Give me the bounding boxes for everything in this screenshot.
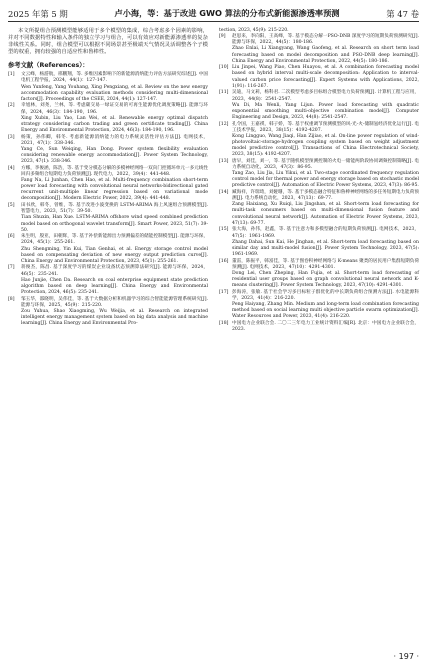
reference-text-zh: 蒋俊杰，陈昌. 基于深度学习的煤炭企业设备状态预测算法研究[J]. 能源与环保，2024，46(5)：235-241. — [21, 265, 208, 277]
reference-text-en: Zhu Shengming, Yin Kui, Tian Genhai, et al. Energy storage control model based on compensating deviation of new energy output prediction curve[J]. China Energy and Environmental Protection, 2023, 45(1): 255-261. — [21, 246, 208, 264]
reference-text-en: Dong Lei, Chen Zheping, Han Fujia, et al. Short-term load forecasting of residential user groups based on graph convolutional neural network and K-means clustering[J]. Power System Technology, 2023, 47(10): 4291-4301. — [232, 270, 419, 289]
reference-item — [8, 297, 208, 328]
reference-text-zh: 唐早，刘佳，刘一，等. 基于随机模型预测控制的火电一储能两阶段协同调频控制策略[J]. 电力系统自动化，2023，47(3)：86-95. — [232, 158, 419, 170]
reference-number: [14] — [219, 190, 229, 196]
reference-body — [21, 166, 208, 203]
reference-body — [21, 135, 208, 166]
reference-text-zh: 朱生明，殷亚，田朝辉，等. 基于补偿新能源出力预测偏差的储能控制模型[J]. 能源与环保，2024，45(1)：255-261. — [21, 234, 208, 246]
reference-body — [21, 103, 208, 134]
reference-number: [6] — [8, 234, 15, 240]
reference-text-zh: 幸旭林，刘尧，兰林，等. 考虑碳交易一绿证交易的可再生能源优化调度策略[J]. 能源与环保，2024，46(3)：184-190，196. — [21, 103, 208, 115]
reference-number: [18] — [219, 320, 229, 326]
reference-text-en: Zang Haixiang, Xu Ruiqi, Liu Jingshan, et al. Short-term load forecasting for multi-task consumers based on multi-dimensional fusion feature and convolutional neural network[J]. Automation of Electric Power Systems, 2023, 47(13): 69-77. — [232, 202, 419, 226]
intro-paragraph: 本文所提组合预测模型能够适用于多个模型的集成，综合考虑多个因素的影响，并对不同数据特性和输入条件的独立学习与组合，可以有效应对新能源渗透率的复杂非线性关系。同时，组合模型可以根据不同场景甚至极端天气情况灵活调整各个子模型的权重，拥有较强的自适应性和鲁棒性。 — [8, 28, 208, 56]
reference-text-en: Wen Yunfeng, Yang Youhang, Xing Pengxiang, et al. Review on the new energy accommodation capability evaluation methods considering multi-dimensional factors[J]. Proceedings of the CSEE, 2024, 44(1): 127-147. — [21, 84, 208, 102]
reference-text-en: Peng Haiyang, Zhang Min. Medium and long-term load combination forecasting method based on social learning multi objective particle swarm optimization[J]. Water Resources and Power, 2023, 41(4): 216-220. — [232, 302, 419, 320]
reference-number: [4] — [8, 165, 15, 171]
reference-body — [232, 190, 419, 227]
references-heading: 参考文献（References）： — [8, 62, 89, 70]
reference-body — [21, 72, 208, 103]
reference-number: [1] — [8, 72, 15, 78]
reference-text-zh: 孔令国，王嘉祺，韩子娇，等. 基于权重调节预测模型的风-光-火-储制氢经济优化运行[J]. 电工技术学报，2023，38(15)：4192-4207. — [232, 121, 419, 133]
reference-text-en: Kong Lingguo, Wang Jiaqi, Han Zijiao, et al. On-line power regulation of wind-photovoltaic-storage-hydrogen coupling system based on weight adjustment model predictive control[J]. Transactions of China Electrotechnical Society, 2023, 38(15): 4192-4207. — [232, 133, 419, 158]
reference-body — [232, 159, 419, 190]
reference-text-zh: 中国电力企业联合会. 二〇二三年电力工业统计资料汇编[R]. 北京：中国电力企业联合会，2023. — [232, 320, 419, 333]
left-column — [8, 28, 208, 328]
reference-text-en: Tang Zao, Liu Jia, Liu Yikui, et al. Two-stage coordinated frequency regulation control model for thermal power and energy storage based on stochastic model predictive control[J]. Automation of Electric Power Systems, 2023, 47(3): 86-95. — [232, 171, 419, 189]
reference-text-en: Wu Di, Ma Wenli, Yang Lijun. Power load forecasting with quadratic exponential smoothing multi-objective combination model[J]. Computer Engineering and Design, 2023, 44(8): 2541-2547. — [232, 102, 419, 120]
reference-text-zh: 吴迪，马文莉，杨科君. 二次模型考虑多目标组合模型电力负荷预测[J]. 计算机工程与应用，2023，44(8)：2541-2547. — [232, 90, 419, 102]
reference-text-zh: 彭海涛，张敏. 基于社会学习多目标粒子群优化的中长期负荷组合预测方法[J]. 水电能源科学，2023，41(4)：216-220. — [232, 289, 419, 301]
reference-text-zh: 杨策，孙伟卿，韩冬. 考虑新能源消纳能力的电力系统灵活性评估方法[J]. 电网技术，2021，47(1)：338-346. — [21, 134, 208, 146]
reference-number: [11] — [219, 90, 229, 96]
reference-list-right — [219, 34, 419, 333]
reference-body — [21, 203, 208, 234]
reference-body — [232, 227, 419, 258]
issue-label: 2025 年第 5 期 — [8, 8, 68, 19]
reference-item — [8, 234, 208, 265]
reference-body — [21, 297, 208, 328]
reference-number: [7] — [8, 265, 15, 271]
reference-text-zh: Liu Jinpei, Wang Piao, Chen Huayou, et al. A combination forecasting model based on hybrid interval multi-scale decomposition: Application to interval-valued carbon price forecasting[J]. Expert Systems with Applications, 2022, 1(91): 116-267. — [232, 65, 419, 89]
reference-number: [17] — [219, 289, 229, 295]
reference-item — [8, 72, 208, 103]
reference-number: [15] — [219, 227, 229, 233]
reference-number: [16] — [219, 258, 229, 264]
reference-text-zh: 田书欣，韩冬，曾维，等. 基于改进小波变换的 LSTM-ARIMA 海上风速组合预测模型[J]. 智慧电力，2023，51(7)：39-50. — [21, 203, 208, 215]
reference-text-zh: 张大海，孙伟，赵鑫，等. 基于注意力和多模型融合的短期负荷预测[J]. 电网技术，2023，47(5)：1961-1969. — [232, 227, 419, 239]
right-column — [219, 28, 419, 334]
reference-text-en: Zou Yuhua, Shao Xiaogming, Wu Weijia, et al. Research on integrated intelligent energy management system based on big data analysis and machine learning[J]. China Energy and Environmental Pro- — [21, 308, 208, 327]
reference-item — [219, 259, 419, 290]
reference-text-en: Tian Shuxin, Han Xue. LSTM-ARIMA offshore wind speed combined prediction model based on orthogonal wavelet transform[J]. Smart Power, 2023, 51(7): 39-50. — [21, 215, 208, 233]
reference-item — [219, 321, 419, 333]
reference-item — [219, 290, 419, 321]
reference-item — [219, 159, 419, 190]
reference-text-zh: 董雷，陈振平，韩富佳，等. 基于图卷积神经网络与 K-means 聚类的居民用户集群短期负荷预测[J]. 电网技术，2023，47(10)：4291-4301. — [232, 258, 419, 270]
reference-body — [21, 265, 208, 296]
reference-body — [232, 290, 419, 321]
reference-text-zh: 方娜，李俊涵，陈浩，等. 基于变分模态分解的多模神经网络一双向门控循环单元一多元线性回归多频组合短期电力负荷预测[J]. 现代电力，2022，39(4)：441-448. — [21, 165, 208, 177]
reference-item — [8, 103, 208, 134]
reference-text-zh: 赵思来，李向阳，王高峰，等. 基于模态分解一PSO-DNB 深度学习的短期负荷预测研究[J]. 能源与环保，2022，44(5)：180-186. — [232, 34, 419, 46]
reference-item — [8, 166, 208, 203]
reference-item — [219, 122, 419, 159]
volume-label: 第 47 卷 — [386, 8, 419, 19]
reference-body — [232, 259, 419, 290]
reference-text-zh: 文云峰，杨游航，邢鹏翔，等. 多维因素影响下的新能源消纳能力评估方法研究综述[J]. 中国电机工程学报，2024，44(1)：127-147. — [21, 72, 208, 84]
reference-text-en: Zhang Dahai, Sun Kai, He Jinghan, et al. Short-term load forecasting based on similar day and multi-model fusion[J]. Power System Technology, 2023, 47(5): 1961-1969. — [232, 239, 419, 257]
reference-item — [219, 227, 419, 258]
reference-item — [8, 203, 208, 234]
reference-item — [8, 135, 208, 166]
reference-item — [219, 190, 419, 227]
reference-body — [232, 65, 419, 90]
reference-number: [13] — [219, 158, 229, 164]
reference-number: [3] — [8, 134, 15, 140]
reference-body — [232, 321, 419, 333]
reference-text-en: Yang Ce, Sun Weiqing, Han Dong. Power system flexibility evaluation considering renewable energy accommodation[J]. Power System Technology, 2023, 47(1): 338-346. — [21, 146, 208, 165]
reference-text-en: Xing Xubin, Liu Yao, Lan Wei, et al. Renewable energy optimal dispatch strategy considering carbon trading and green certificate trading[J]. China Energy and Environmental Protection, 2024, 46(3): 184-190, 196. — [21, 115, 208, 133]
reference-text-zh: 邹玉华，邵晓明，吴伟佳，等. 基于大数据分析和机器学习的综合智能能源管理系统研究[J]. 能源与环保，2025，45(9)：215-220. — [21, 296, 208, 308]
reference-item — [219, 65, 419, 90]
reference-continuation: tection, 2023, 45(9): 215-220. — [219, 28, 289, 33]
reference-body — [232, 90, 419, 121]
reference-number: [10] — [219, 65, 229, 71]
reference-list-left — [8, 72, 208, 327]
reference-body — [232, 34, 419, 65]
running-title: 卢小海，等：基于改进 GWO 算法的分布式新能源渗透率预测 — [114, 8, 340, 18]
reference-text-zh: 臧海祥，许瑞琦，刘娅珊，等. 基于多模态融合特征和鲁棒神经网络的多任务短期电力负荷预测[J]. 电力系统自动化，2023，47(13)：69-77. — [232, 190, 419, 202]
reference-number: [2] — [8, 103, 15, 109]
reference-text-en: Fang Na, Li Junhan, Chen Hao, et al. Multi-frequency combination short-term power load forecasting with convolutional neural networks-bidirectional gated recurrent unit-multiple linear regression based on variational mode decomposition[J]. Modern Electric Power, 2022, 39(4): 441-448. — [21, 178, 208, 202]
reference-number: [8] — [8, 296, 15, 302]
reference-body — [232, 122, 419, 159]
reference-text-en: Zhao Enlai, Li Xiangyang, Wang Gaofeng, et al. Research on short term load forecasting based on model decomposition and PSO-DNB deep learning[J]. China Energy and Environmental Protection, 2022, 44(5): 180-186. — [232, 46, 419, 64]
reference-item — [8, 265, 208, 296]
reference-body — [21, 234, 208, 265]
reference-number: [9] — [219, 34, 226, 40]
reference-number: [5] — [8, 203, 15, 209]
page-number: · 197 · — [393, 652, 419, 661]
reference-text-en: Hao Junjie, Chen Da. Research on coal enterprise equipment state prediction algorithm based on deep learning[J]. China Energy and Environmental Protection, 2024, 46(5): 235-241. — [21, 277, 208, 295]
reference-item — [219, 90, 419, 121]
reference-number: [12] — [219, 121, 229, 127]
reference-item — [219, 34, 419, 65]
running-header — [8, 6, 419, 22]
